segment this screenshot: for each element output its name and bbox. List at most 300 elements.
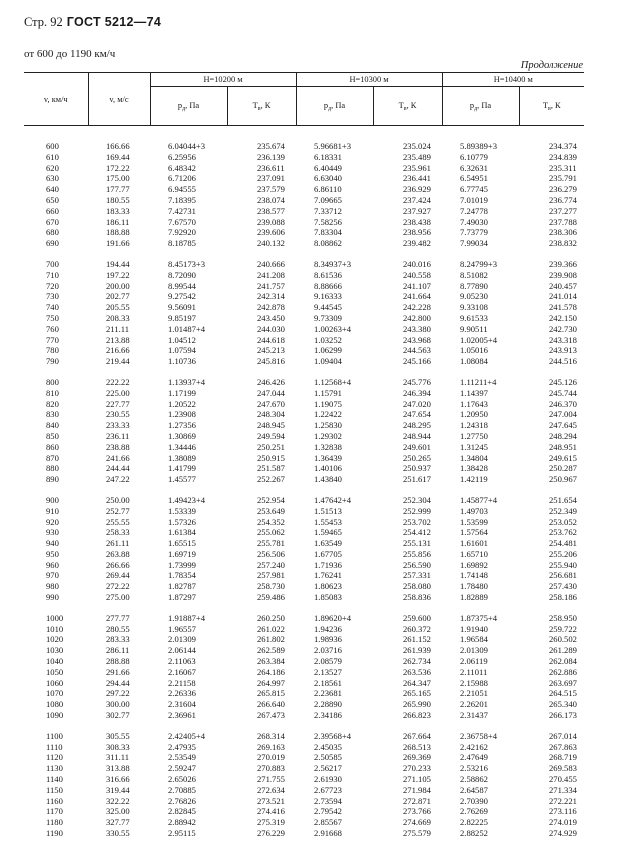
cell-pressure: 2.70390 bbox=[460, 795, 488, 806]
cell-speed-ms: 255.55 bbox=[106, 516, 130, 527]
cell-pressure: 1.91940 bbox=[460, 623, 488, 634]
cell-pressure: 1.55453 bbox=[314, 516, 342, 527]
cell-pressure: 9.90511 bbox=[460, 323, 488, 334]
cell-pressure: 1.85083 bbox=[314, 592, 342, 603]
cell-temperature: 248.945 bbox=[257, 420, 285, 431]
cell-pressure: 1.82889 bbox=[460, 592, 488, 603]
cell-speed-ms: 330.55 bbox=[106, 828, 130, 839]
cell-speed-kmh: 1030 bbox=[46, 645, 64, 656]
cell-temperature: 263.536 bbox=[403, 666, 431, 677]
cell-speed-kmh: 610 bbox=[46, 151, 59, 162]
temperature-symbol: T bbox=[542, 100, 548, 110]
cell-temperature: 262.084 bbox=[549, 656, 577, 667]
cell-temperature: 273.766 bbox=[403, 806, 431, 817]
cell-temperature: 234.839 bbox=[549, 151, 577, 162]
cell-speed-kmh: 620 bbox=[46, 162, 59, 173]
block-spacer bbox=[24, 367, 584, 377]
table-row bbox=[24, 710, 584, 721]
cell-temperature: 273.116 bbox=[549, 806, 577, 817]
cell-pressure: 1.15791 bbox=[314, 387, 342, 398]
cell-pressure: 9.27542 bbox=[168, 291, 196, 302]
cell-pressure: 1.10736 bbox=[168, 356, 196, 367]
cell-speed-kmh: 850 bbox=[46, 430, 59, 441]
cell-pressure: 9.61533 bbox=[460, 312, 488, 323]
cell-pressure: 2.01309 bbox=[168, 634, 196, 645]
cell-temperature: 246.394 bbox=[403, 387, 431, 398]
col-header-temperature bbox=[373, 87, 442, 126]
cell-pressure: 2.42405+4 bbox=[168, 730, 206, 741]
table-row bbox=[24, 463, 584, 474]
table-row bbox=[24, 324, 584, 335]
cell-temperature: 239.482 bbox=[403, 238, 431, 249]
cell-speed-kmh: 1050 bbox=[46, 666, 64, 677]
cell-pressure: 7.01019 bbox=[460, 194, 488, 205]
cell-speed-kmh: 900 bbox=[46, 494, 59, 505]
cell-pressure: 6.40449 bbox=[314, 162, 342, 173]
cell-pressure: 1.17199 bbox=[168, 387, 196, 398]
cell-temperature: 264.997 bbox=[257, 677, 285, 688]
cell-temperature: 240.666 bbox=[257, 258, 285, 269]
cell-temperature: 268.719 bbox=[549, 752, 577, 763]
cell-pressure: 1.05016 bbox=[460, 345, 488, 356]
cell-temperature: 248.951 bbox=[549, 441, 577, 452]
pressure-symbol: p bbox=[323, 100, 329, 110]
cell-temperature: 258.080 bbox=[403, 581, 431, 592]
cell-temperature: 255.206 bbox=[549, 548, 577, 559]
cell-speed-kmh: 1170 bbox=[46, 806, 63, 817]
cell-temperature: 266.173 bbox=[549, 710, 577, 721]
cell-temperature: 257.981 bbox=[257, 570, 285, 581]
cell-pressure: 2.82845 bbox=[168, 806, 196, 817]
table-row bbox=[24, 581, 584, 592]
col-header-pressure bbox=[150, 87, 227, 126]
table-row bbox=[24, 453, 584, 464]
cell-pressure: 1.71936 bbox=[314, 559, 342, 570]
cell-temperature: 241.107 bbox=[403, 280, 431, 291]
cell-temperature: 270.019 bbox=[257, 752, 285, 763]
cell-pressure: 2.11011 bbox=[460, 666, 488, 677]
cell-temperature: 265.340 bbox=[549, 699, 577, 710]
cell-pressure: 1.69892 bbox=[460, 559, 488, 570]
cell-speed-kmh: 860 bbox=[46, 441, 59, 452]
table-row bbox=[24, 388, 584, 399]
cell-temperature: 272.221 bbox=[549, 795, 577, 806]
group-header-10200: Н=10200 м bbox=[150, 73, 296, 87]
cell-speed-ms: 275.00 bbox=[106, 592, 130, 603]
cell-speed-ms: 166.66 bbox=[106, 141, 130, 151]
cell-pressure: 2.26201 bbox=[460, 699, 488, 710]
cell-speed-ms: 319.44 bbox=[106, 784, 130, 795]
cell-temperature: 271.105 bbox=[403, 774, 431, 785]
cell-temperature: 252.954 bbox=[257, 494, 285, 505]
cell-pressure: 2.13527 bbox=[314, 666, 342, 677]
cell-pressure: 1.53599 bbox=[460, 516, 488, 527]
cell-temperature: 268.513 bbox=[403, 741, 431, 752]
cell-temperature: 256.590 bbox=[403, 559, 431, 570]
cell-pressure: 2.36758+4 bbox=[460, 730, 498, 741]
cell-temperature: 251.617 bbox=[403, 474, 431, 485]
cell-temperature: 246.370 bbox=[549, 398, 577, 409]
cell-pressure: 1.42119 bbox=[460, 474, 488, 485]
cell-speed-kmh: 1090 bbox=[46, 710, 64, 721]
cell-pressure: 8.88666 bbox=[314, 280, 342, 291]
cell-speed-kmh: 950 bbox=[46, 548, 59, 559]
cell-speed-kmh: 790 bbox=[46, 356, 59, 367]
cell-speed-ms: 186.11 bbox=[106, 216, 130, 227]
cell-pressure: 1.20522 bbox=[168, 398, 196, 409]
range-note: от 600 до 1190 км/ч bbox=[24, 48, 116, 60]
cell-temperature: 244.563 bbox=[403, 345, 431, 356]
table-row bbox=[24, 752, 584, 763]
temperature-unit: , К bbox=[550, 100, 561, 110]
cell-temperature: 242.150 bbox=[549, 312, 577, 323]
block-spacer bbox=[24, 603, 584, 613]
table-row bbox=[24, 828, 584, 839]
cell-pressure: 1.31245 bbox=[460, 441, 488, 452]
cell-pressure: 8.61536 bbox=[314, 269, 342, 280]
cell-speed-ms: 188.88 bbox=[106, 227, 130, 238]
table-row bbox=[24, 495, 584, 506]
table-row bbox=[24, 163, 584, 174]
cell-speed-ms: 183.33 bbox=[106, 205, 130, 216]
cell-pressure: 2.50585 bbox=[314, 752, 342, 763]
page-number: Стр. 92 bbox=[24, 15, 63, 29]
cell-temperature: 245.816 bbox=[257, 356, 285, 367]
cell-speed-kmh: 630 bbox=[46, 173, 59, 184]
cell-pressure: 1.13937+4 bbox=[168, 376, 206, 387]
cell-temperature: 252.349 bbox=[549, 505, 577, 516]
cell-pressure: 9.56091 bbox=[168, 302, 196, 313]
cell-speed-kmh: 720 bbox=[46, 280, 59, 291]
table-row bbox=[24, 377, 584, 388]
cell-pressure: 1.59465 bbox=[314, 527, 342, 538]
cell-temperature: 264.186 bbox=[257, 666, 285, 677]
temperature-symbol: T bbox=[252, 100, 258, 110]
cell-speed-kmh: 880 bbox=[46, 463, 59, 474]
cell-temperature: 235.791 bbox=[549, 173, 577, 184]
group-header-10400: Н=10400 м bbox=[442, 73, 584, 87]
cell-pressure: 8.51082 bbox=[460, 269, 488, 280]
cell-pressure: 1.53339 bbox=[168, 505, 196, 516]
cell-pressure: 2.15988 bbox=[460, 677, 488, 688]
cell-speed-kmh: 1190 bbox=[46, 828, 63, 839]
cell-temperature: 255.856 bbox=[403, 548, 431, 559]
cell-speed-ms: 238.88 bbox=[106, 441, 130, 452]
cell-temperature: 247.044 bbox=[257, 387, 285, 398]
table-row bbox=[24, 281, 584, 292]
table-row bbox=[24, 238, 584, 249]
cell-pressure: 1.96557 bbox=[168, 623, 196, 634]
cell-speed-kmh: 820 bbox=[46, 398, 59, 409]
cell-temperature: 256.681 bbox=[549, 570, 577, 581]
table-row bbox=[24, 356, 584, 367]
cell-pressure: 2.64587 bbox=[460, 784, 488, 795]
cell-pressure: 1.24318 bbox=[460, 420, 488, 431]
cell-pressure: 1.80623 bbox=[314, 581, 342, 592]
cell-pressure: 9.44545 bbox=[314, 302, 342, 313]
cell-speed-kmh: 640 bbox=[46, 184, 59, 195]
cell-temperature: 247.020 bbox=[403, 398, 431, 409]
cell-temperature: 260.502 bbox=[549, 634, 577, 645]
cell-temperature: 246.426 bbox=[257, 376, 285, 387]
cell-pressure: 2.58862 bbox=[460, 774, 488, 785]
cell-pressure: 2.88252 bbox=[460, 828, 488, 839]
cell-speed-ms: 211.11 bbox=[106, 323, 129, 334]
cell-speed-ms: 327.77 bbox=[106, 817, 130, 828]
cell-speed-ms: 180.55 bbox=[106, 194, 130, 205]
cell-pressure: 1.36439 bbox=[314, 452, 342, 463]
cell-speed-kmh: 1120 bbox=[46, 752, 63, 763]
cell-temperature: 245.776 bbox=[403, 376, 431, 387]
col-header-pressure bbox=[442, 87, 519, 126]
table-row bbox=[24, 613, 584, 624]
cell-speed-ms: 263.88 bbox=[106, 548, 130, 559]
cell-temperature: 258.950 bbox=[549, 612, 577, 623]
cell-pressure: 1.45877+4 bbox=[460, 494, 498, 505]
cell-speed-kmh: 660 bbox=[46, 205, 59, 216]
cell-speed-ms: 172.22 bbox=[106, 162, 130, 173]
cell-pressure: 8.08862 bbox=[314, 238, 342, 249]
cell-temperature: 250.937 bbox=[403, 463, 431, 474]
cell-pressure: 1.74148 bbox=[460, 570, 488, 581]
cell-temperature: 271.984 bbox=[403, 784, 431, 795]
cell-speed-kmh: 1020 bbox=[46, 634, 64, 645]
cell-temperature: 262.886 bbox=[549, 666, 577, 677]
group-header-10300: Н=10300 м bbox=[296, 73, 442, 87]
cell-pressure: 1.69719 bbox=[168, 548, 196, 559]
cell-pressure: 1.07594 bbox=[168, 345, 196, 356]
cell-temperature: 262.589 bbox=[257, 645, 285, 656]
cell-speed-ms: 277.77 bbox=[106, 612, 130, 623]
cell-temperature: 250.287 bbox=[549, 463, 577, 474]
cell-pressure: 1.02005+4 bbox=[460, 334, 498, 345]
table-row bbox=[24, 302, 584, 313]
cell-speed-ms: 261.11 bbox=[106, 538, 130, 549]
cell-pressure: 9.05230 bbox=[460, 291, 488, 302]
cell-temperature: 255.940 bbox=[549, 559, 577, 570]
cell-temperature: 253.702 bbox=[403, 516, 431, 527]
table-row bbox=[24, 785, 584, 796]
cell-speed-kmh: 600 bbox=[46, 141, 59, 151]
cell-temperature: 261.152 bbox=[403, 634, 431, 645]
cell-pressure: 6.63040 bbox=[314, 173, 342, 184]
cell-temperature: 274.929 bbox=[549, 828, 577, 839]
cell-temperature: 245.126 bbox=[549, 376, 577, 387]
cell-temperature: 257.430 bbox=[549, 581, 577, 592]
cell-temperature: 235.024 bbox=[403, 141, 431, 151]
cell-temperature: 263.384 bbox=[257, 656, 285, 667]
cell-temperature: 259.600 bbox=[403, 612, 431, 623]
cell-temperature: 242.730 bbox=[549, 323, 577, 334]
cell-temperature: 266.823 bbox=[403, 710, 431, 721]
cell-pressure: 2.85567 bbox=[314, 817, 342, 828]
cell-speed-kmh: 780 bbox=[46, 345, 59, 356]
cell-temperature: 243.913 bbox=[549, 345, 577, 356]
cell-speed-kmh: 830 bbox=[46, 409, 59, 420]
cell-pressure: 2.82225 bbox=[460, 817, 488, 828]
cell-pressure: 2.67723 bbox=[314, 784, 342, 795]
pressure-unit: , Па bbox=[331, 100, 346, 110]
cell-pressure: 1.04512 bbox=[168, 334, 196, 345]
cell-pressure: 2.95115 bbox=[168, 828, 196, 839]
cell-pressure: 1.87297 bbox=[168, 592, 196, 603]
cell-temperature: 241.664 bbox=[403, 291, 431, 302]
cell-pressure: 1.30869 bbox=[168, 430, 196, 441]
table-row bbox=[24, 259, 584, 270]
cell-pressure: 2.06119 bbox=[460, 656, 488, 667]
cell-temperature: 272.634 bbox=[257, 784, 285, 795]
cell-temperature: 250.915 bbox=[257, 452, 285, 463]
cell-speed-kmh: 750 bbox=[46, 312, 59, 323]
cell-speed-kmh: 1130 bbox=[46, 763, 63, 774]
cell-pressure: 8.34937+3 bbox=[314, 258, 352, 269]
cell-pressure: 1.43840 bbox=[314, 474, 342, 485]
cell-speed-kmh: 1110 bbox=[46, 741, 63, 752]
cell-speed-ms: 252.77 bbox=[106, 505, 130, 516]
cell-speed-ms: 291.66 bbox=[106, 666, 130, 677]
cell-temperature: 240.016 bbox=[403, 258, 431, 269]
cell-temperature: 271.334 bbox=[549, 784, 577, 795]
cell-temperature: 273.521 bbox=[257, 795, 285, 806]
cell-temperature: 261.802 bbox=[257, 634, 285, 645]
temperature-unit: , К bbox=[260, 100, 271, 110]
cell-speed-kmh: 1150 bbox=[46, 784, 63, 795]
cell-pressure: 1.00263+4 bbox=[314, 323, 352, 334]
table-row bbox=[24, 141, 584, 152]
cell-speed-kmh: 990 bbox=[46, 592, 59, 603]
cell-speed-ms: 316.66 bbox=[106, 774, 130, 785]
cell-temperature: 241.578 bbox=[549, 302, 577, 313]
cell-speed-kmh: 980 bbox=[46, 581, 59, 592]
cell-pressure: 1.03252 bbox=[314, 334, 342, 345]
cell-pressure: 1.17643 bbox=[460, 398, 488, 409]
cell-temperature: 260.372 bbox=[403, 623, 431, 634]
cell-speed-ms: 288.88 bbox=[106, 656, 130, 667]
cell-temperature: 239.908 bbox=[549, 269, 577, 280]
cell-temperature: 244.030 bbox=[257, 323, 285, 334]
cell-pressure: 1.96584 bbox=[460, 634, 488, 645]
cell-pressure: 2.36961 bbox=[168, 710, 196, 721]
cell-pressure: 1.41799 bbox=[168, 463, 196, 474]
cell-pressure: 2.47649 bbox=[460, 752, 488, 763]
col-header-speed-kmh: v, км/ч bbox=[24, 73, 88, 126]
cell-temperature: 237.927 bbox=[403, 205, 431, 216]
table-row bbox=[24, 184, 584, 195]
cell-temperature: 242.878 bbox=[257, 302, 285, 313]
col-header-temperature bbox=[519, 87, 584, 126]
cell-temperature: 252.999 bbox=[403, 505, 431, 516]
cell-temperature: 238.438 bbox=[403, 216, 431, 227]
cell-temperature: 252.304 bbox=[403, 494, 431, 505]
table-row bbox=[24, 570, 584, 581]
cell-temperature: 274.019 bbox=[549, 817, 577, 828]
cell-speed-kmh: 840 bbox=[46, 420, 59, 431]
table-row bbox=[24, 656, 584, 667]
cell-speed-ms: 219.44 bbox=[106, 356, 130, 367]
table-row bbox=[24, 474, 584, 485]
cell-temperature: 235.961 bbox=[403, 162, 431, 173]
cell-speed-kmh: 1080 bbox=[46, 699, 64, 710]
cell-speed-ms: 227.77 bbox=[106, 398, 130, 409]
cell-temperature: 238.956 bbox=[403, 227, 431, 238]
block-spacer bbox=[24, 126, 584, 142]
cell-temperature: 242.228 bbox=[403, 302, 431, 313]
cell-pressure: 1.06299 bbox=[314, 345, 342, 356]
cell-pressure: 1.94236 bbox=[314, 623, 342, 634]
table-row bbox=[24, 527, 584, 538]
cell-speed-kmh: 920 bbox=[46, 516, 59, 527]
temperature-subscript: в bbox=[548, 105, 551, 112]
cell-temperature: 267.863 bbox=[549, 741, 577, 752]
cell-speed-ms: 236.11 bbox=[106, 430, 130, 441]
col-header-temperature bbox=[227, 87, 296, 126]
cell-speed-kmh: 930 bbox=[46, 527, 59, 538]
cell-speed-ms: 305.55 bbox=[106, 730, 130, 741]
cell-pressure: 9.16333 bbox=[314, 291, 342, 302]
cell-temperature: 267.014 bbox=[549, 730, 577, 741]
cell-speed-kmh: 1140 bbox=[46, 774, 63, 785]
cell-pressure: 2.31604 bbox=[168, 699, 196, 710]
cell-temperature: 252.267 bbox=[257, 474, 285, 485]
cell-speed-ms: 177.77 bbox=[106, 184, 130, 195]
atmosphere-table bbox=[24, 72, 584, 839]
cell-pressure: 1.45577 bbox=[168, 474, 196, 485]
cell-pressure: 2.18561 bbox=[314, 677, 342, 688]
cell-speed-kmh: 650 bbox=[46, 194, 59, 205]
cell-speed-kmh: 680 bbox=[46, 227, 59, 238]
cell-temperature: 235.674 bbox=[257, 141, 285, 151]
cell-temperature: 248.304 bbox=[257, 409, 285, 420]
cell-pressure: 2.76826 bbox=[168, 795, 196, 806]
cell-speed-ms: 233.33 bbox=[106, 420, 130, 431]
cell-speed-ms: 280.55 bbox=[106, 623, 130, 634]
cell-pressure: 6.18331 bbox=[314, 151, 342, 162]
table-row bbox=[24, 667, 584, 678]
cell-temperature: 247.670 bbox=[257, 398, 285, 409]
cell-speed-kmh: 1070 bbox=[46, 688, 64, 699]
cell-pressure: 9.73309 bbox=[314, 312, 342, 323]
cell-speed-ms: 250.00 bbox=[106, 494, 130, 505]
cell-temperature: 242.800 bbox=[403, 312, 431, 323]
cell-pressure: 1.98936 bbox=[314, 634, 342, 645]
cell-temperature: 258.186 bbox=[549, 592, 577, 603]
cell-pressure: 2.53216 bbox=[460, 763, 488, 774]
table-row bbox=[24, 763, 584, 774]
table-row bbox=[24, 399, 584, 410]
cell-temperature: 267.473 bbox=[257, 710, 285, 721]
cell-temperature: 258.836 bbox=[403, 592, 431, 603]
cell-temperature: 237.277 bbox=[549, 205, 577, 216]
cell-speed-kmh: 1100 bbox=[46, 730, 63, 741]
cell-temperature: 248.944 bbox=[403, 430, 431, 441]
cell-pressure: 1.78354 bbox=[168, 570, 196, 581]
cell-temperature: 245.744 bbox=[549, 387, 577, 398]
cell-pressure: 1.27356 bbox=[168, 420, 196, 431]
cell-temperature: 268.314 bbox=[257, 730, 285, 741]
cell-pressure: 1.67705 bbox=[314, 548, 342, 559]
cell-temperature: 236.611 bbox=[257, 162, 285, 173]
cell-pressure: 8.24799+3 bbox=[460, 258, 498, 269]
cell-speed-ms: 258.33 bbox=[106, 527, 130, 538]
cell-pressure: 6.48342 bbox=[168, 162, 196, 173]
cell-temperature: 241.014 bbox=[549, 291, 577, 302]
cell-speed-kmh: 740 bbox=[46, 302, 59, 313]
cell-temperature: 236.279 bbox=[549, 184, 577, 195]
cell-temperature: 239.366 bbox=[549, 258, 577, 269]
cell-temperature: 254.481 bbox=[549, 538, 577, 549]
cell-speed-kmh: 670 bbox=[46, 216, 59, 227]
col-header-pressure bbox=[296, 87, 373, 126]
